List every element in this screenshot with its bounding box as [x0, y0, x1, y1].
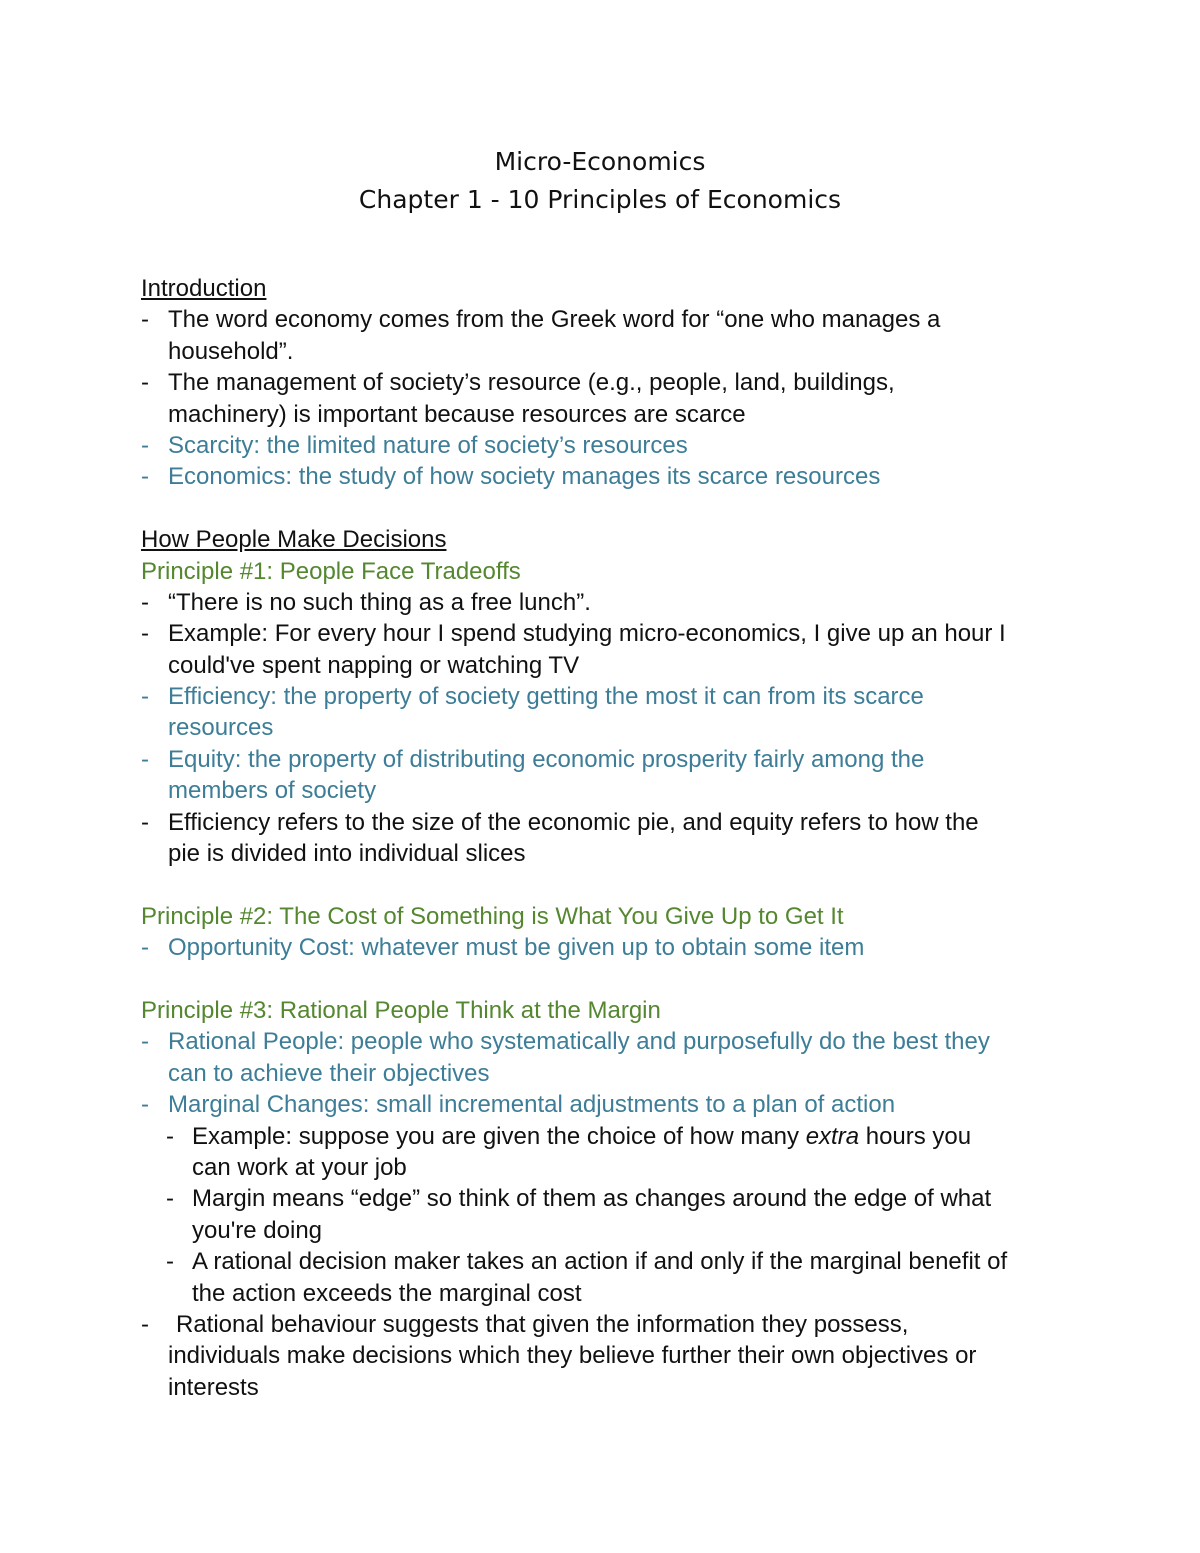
- spacer: [141, 869, 1081, 900]
- definition-item: [141, 1089, 1081, 1120]
- spacer: [141, 964, 1081, 995]
- bullet-dash: -: [141, 620, 149, 648]
- sub-list-item: [141, 1246, 1081, 1277]
- list-item-text: Efficiency refers to the size of the economic pie, and equity refers to how the: [168, 808, 979, 836]
- bullet-dash: -: [141, 683, 149, 711]
- list-item: [141, 1309, 1081, 1340]
- sub-list-item-text-end: hours you: [859, 1122, 972, 1150]
- definition-text: Equity: the property of distributing economic prosperity fairly among the: [168, 745, 925, 773]
- bullet-dash: -: [166, 1185, 174, 1213]
- document-subtitle: Chapter 1 - 10 Principles of Economics: [358, 185, 842, 214]
- sub-list-item-continuation: you're doing: [192, 1216, 323, 1244]
- definition-continuation: can to achieve their objectives: [168, 1059, 490, 1087]
- emphasis-text: extra: [805, 1122, 860, 1150]
- list-item: [141, 367, 1081, 398]
- definition-text: Efficiency: the property of society getting the most it can from its scarce: [168, 683, 924, 711]
- list-item-text: Example: For every hour I spend studying micro-economics, I give up an hour I: [168, 620, 1006, 648]
- list-item-continuation: interests: [168, 1373, 259, 1401]
- definition-text: Rational People: people who systematically and purposefully do the best they: [168, 1028, 990, 1056]
- principle-title-1: Principle #1: People Face Tradeoffs: [141, 557, 521, 585]
- bullet-dash: -: [141, 1310, 149, 1338]
- definition-item: [141, 430, 1081, 461]
- definition-continuation: resources: [168, 714, 274, 742]
- definition-continuation: members of society: [168, 777, 377, 805]
- list-item: [141, 587, 1081, 618]
- section-heading-introduction: Introduction: [141, 275, 267, 302]
- sub-list-item-continuation: can work at your job: [192, 1153, 407, 1181]
- section-heading-decisions: How People Make Decisions: [141, 526, 447, 554]
- list-item-text: The word economy comes from the Greek word for “one who manages a: [168, 306, 941, 334]
- principle-title-2: Principle #2: The Cost of Something is What You Give Up to Get It: [141, 902, 844, 930]
- definition-text: Opportunity Cost: whatever must be given up to obtain some item: [168, 934, 865, 962]
- title-block: [0, 143, 1200, 219]
- definition-item: [141, 461, 1081, 492]
- sub-list-item: [141, 1121, 1081, 1152]
- list-item: [141, 304, 1081, 335]
- bullet-dash: -: [141, 1028, 149, 1056]
- sub-list-item-text: Margin means “edge” so think of them as changes around the edge of what: [192, 1185, 992, 1213]
- list-item-continuation: could've spent napping or watching TV: [168, 651, 580, 679]
- bullet-dash: -: [166, 1248, 174, 1276]
- list-item: [141, 807, 1081, 838]
- sub-list-item-text: A rational decision maker takes an action if and only if the marginal benefit of: [192, 1248, 1008, 1276]
- list-item: [141, 618, 1081, 649]
- definition-text: Economics: the study of how society manages its scarce resources: [168, 463, 881, 491]
- list-item-text: “There is no such thing as a free lunch”.: [168, 588, 591, 616]
- spacer: [141, 493, 1081, 524]
- definition-item: [141, 744, 1081, 775]
- bullet-dash: -: [141, 588, 149, 616]
- sub-list-item: [141, 1183, 1081, 1214]
- definition-item: [141, 681, 1081, 712]
- list-item-continuation: machinery) is important because resources are scarce: [168, 400, 746, 428]
- bullet-dash: -: [141, 369, 149, 397]
- bullet-dash: -: [141, 745, 149, 773]
- list-item-text: Rational behaviour suggests that given the information they possess,: [176, 1310, 909, 1338]
- bullet-dash: -: [166, 1122, 174, 1150]
- list-item-continuation: pie is divided into individual slices: [168, 840, 526, 868]
- principle-title-3: Principle #3: Rational People Think at the Margin: [141, 996, 661, 1024]
- definition-item: [141, 1026, 1081, 1057]
- document-body: [141, 273, 1081, 1403]
- sub-list-item-text: Example: suppose you are given the choice of how many: [192, 1122, 806, 1150]
- bullet-dash: -: [141, 1091, 149, 1119]
- document-title: Micro-Economics: [494, 147, 706, 176]
- bullet-dash: -: [141, 934, 149, 962]
- bullet-dash: -: [141, 808, 149, 836]
- bullet-dash: -: [141, 306, 149, 334]
- list-item-continuation: individuals make decisions which they believe further their own objectives or: [168, 1342, 977, 1370]
- list-item-text: The management of society’s resource (e.g., people, land, buildings,: [168, 369, 895, 397]
- definition-text: Scarcity: the limited nature of society’s resources: [168, 431, 688, 459]
- bullet-dash: -: [141, 431, 149, 459]
- definition-text: Marginal Changes: small incremental adjustments to a plan of action: [168, 1091, 896, 1119]
- list-item-continuation: household”.: [168, 337, 294, 365]
- sub-list-item-continuation: the action exceeds the marginal cost: [192, 1279, 582, 1307]
- definition-item: [141, 932, 1081, 963]
- bullet-dash: -: [141, 463, 149, 491]
